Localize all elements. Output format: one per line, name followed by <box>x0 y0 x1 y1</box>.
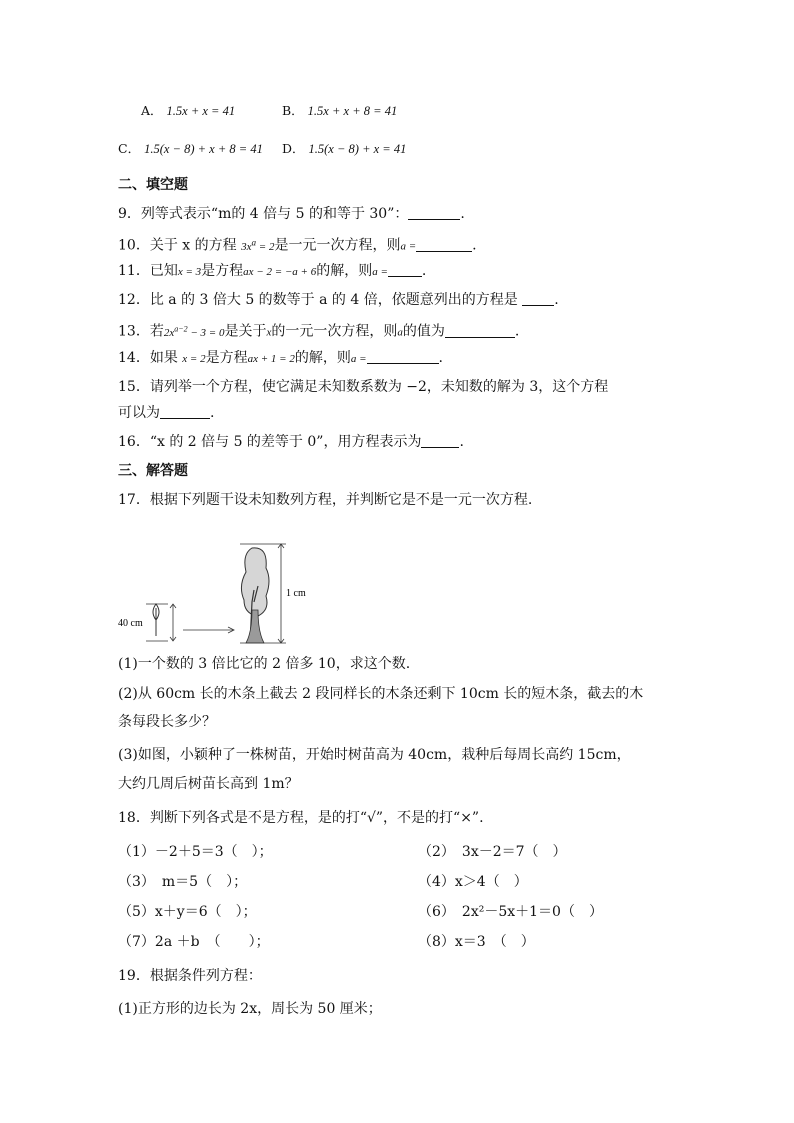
question-13-eq: $2x^{a-2} - 3 = 0$ <box>163 324 225 339</box>
question-9-text: 9．列等式表示“m的 4 倍与 5 的和等于 30”： <box>118 206 409 222</box>
question-14-eq: x = 2 <box>182 353 206 365</box>
question-10-pre: 10．关于 x 的方程 <box>118 237 237 254</box>
question-11-eq2: ax − 2 = −a + 6 <box>243 266 317 278</box>
question-10: 10．关于 x 的方程 $3x^a = 2$是一元一次方程，则a = . <box>118 237 477 254</box>
question-17-3-line2: 大约几周后树苗长高到 1m？ <box>118 776 299 792</box>
option-a-expr: 1.5x + x = 41 <box>166 104 236 118</box>
question-10-eq: $3x^a = 2$ <box>241 237 275 253</box>
answer-blank[interactable] <box>416 237 472 252</box>
question-11-ans: a = <box>372 266 388 278</box>
q18-item-3[interactable]: （3） m＝5（ ）； <box>118 874 248 890</box>
question-17-3-line1: (3)如图，小颖种了一株树苗，开始时树苗高为 40cm，栽种后每周长高约 15cm， <box>118 747 631 763</box>
question-13-pre: 13．若 <box>118 323 164 340</box>
q18-item-6[interactable]: （6） 2x²－5x＋1＝0（ ） <box>418 904 603 920</box>
option-d[interactable] <box>282 139 406 159</box>
option-d-label: D． <box>282 141 305 156</box>
question-10-ans: a = <box>400 240 417 253</box>
question-13-var2: a <box>397 326 403 339</box>
question-11-pre: 11．已知 <box>118 263 178 279</box>
sapling-icon <box>153 604 159 636</box>
question-15-line2: 可以为 . <box>118 405 215 421</box>
q18-item-8[interactable]: （8）x＝3 （ ） <box>418 934 535 950</box>
option-b-label: B． <box>282 103 304 118</box>
q18-item-4[interactable]: （4）x＞4（ ） <box>418 874 528 890</box>
question-17-1: (1)一个数的 3 倍比它的 2 倍多 10，求这个数. <box>118 656 411 672</box>
tree-growth-figure <box>118 540 308 650</box>
question-17-2-line1: (2)从 60cm 长的木条上截去 2 段同样长的木条还剩下 10cm 长的短木条，截去的木 <box>118 686 644 702</box>
section-title-fill-blank: 二、填空题 <box>118 177 188 193</box>
answer-blank[interactable] <box>388 262 422 277</box>
option-c[interactable] <box>118 139 263 159</box>
question-18: 18．判断下列各式是不是方程，是的打“√”，不是的打“×”. <box>118 810 484 826</box>
question-13-post: 的一元一次方程，则 <box>271 323 398 340</box>
option-a-label: A． <box>141 103 163 118</box>
question-13: 13．若$2x^{a-2} - 3 = 0$是关于x的一元一次方程，则a的值为 . <box>118 323 520 340</box>
option-b[interactable] <box>282 101 397 121</box>
big-height-label: 1 cm <box>286 588 306 599</box>
option-c-expr: 1.5(x − 8) + x + 8 = 41 <box>144 142 263 156</box>
option-a[interactable] <box>141 101 235 121</box>
q18-item-5[interactable]: （5）x＋y＝6（ ）； <box>118 904 257 920</box>
question-19: 19．根据条件列方程： <box>118 968 262 984</box>
tree-diagram <box>118 540 308 650</box>
answer-blank[interactable] <box>408 205 460 220</box>
question-16-text: 16．“x 的 2 倍与 5 的差等于 0”，用方程表示为 <box>118 434 422 450</box>
question-17-2-line2: 条每段长多少？ <box>118 714 216 730</box>
question-14-mid: 是方程 <box>205 350 248 366</box>
question-17: 17．根据下列题干设未知数列方程，并判断它是不是一元一次方程. <box>118 492 533 508</box>
option-b-expr: 1.5x + x + 8 = 41 <box>307 104 398 118</box>
q18-item-7[interactable]: （7）2a ＋b （ ）； <box>118 934 270 950</box>
question-12-text: 12．比 a 的 3 倍大 5 的数等于 a 的 4 倍，依题意列出的方程是 <box>118 292 518 308</box>
answer-blank[interactable] <box>421 433 459 448</box>
answer-blank[interactable] <box>522 291 554 306</box>
question-14-post: 的解，则 <box>294 350 351 366</box>
question-14-ans: a = <box>350 353 367 365</box>
question-13-mid: 是关于 <box>224 323 267 340</box>
question-14-eq2: ax + 1 = 2 <box>247 353 295 365</box>
answer-blank[interactable] <box>445 323 515 338</box>
question-14: 14．如果 x = 2是方程ax + 1 = 2的解，则a = . <box>118 350 443 366</box>
answer-blank[interactable] <box>160 404 210 419</box>
section-title-solution: 三、解答题 <box>118 463 188 479</box>
question-12: 12．比 a 的 3 倍大 5 的数等于 a 的 4 倍，依题意列出的方程是 . <box>118 292 559 308</box>
q18-item-2[interactable]: （2） 3x－2＝7（ ） <box>418 844 567 860</box>
small-height-label: 40 cm <box>118 618 143 629</box>
question-13-post2: 的值为 <box>402 323 445 340</box>
question-11-eq: x = 3 <box>177 266 202 278</box>
question-14-pre: 14．如果 <box>118 350 178 366</box>
question-16: 16．“x 的 2 倍与 5 的差等于 0”，用方程表示为 . <box>118 434 464 450</box>
tree-icon <box>241 548 269 643</box>
question-11: 11．已知x = 3是方程ax − 2 = −a + 6的解，则a = . <box>118 263 427 279</box>
question-15-line1: 15．请列举一个方程，使它满足未知数系数为 −2，未知数的解为 3，这个方程 <box>118 379 609 395</box>
q18-item-1[interactable]: （1）－2＋5＝3（ ）； <box>118 844 273 860</box>
question-10-post: 是一元一次方程，则 <box>274 237 401 254</box>
question-15-text: 可以为 <box>118 405 160 421</box>
answer-blank[interactable] <box>367 349 439 364</box>
question-11-mid: 是方程 <box>201 263 244 279</box>
question-13-var: x <box>266 326 272 339</box>
option-d-expr: 1.5(x − 8) + x = 41 <box>308 142 407 156</box>
question-9: 9．列等式表示“m的 4 倍与 5 的和等于 30”： . <box>118 206 465 222</box>
question-19-1: (1)正方形的边长为 2x，周长为 50 厘米； <box>118 1001 382 1017</box>
option-c-label: C． <box>118 141 141 156</box>
question-11-post: 的解，则 <box>316 263 373 279</box>
